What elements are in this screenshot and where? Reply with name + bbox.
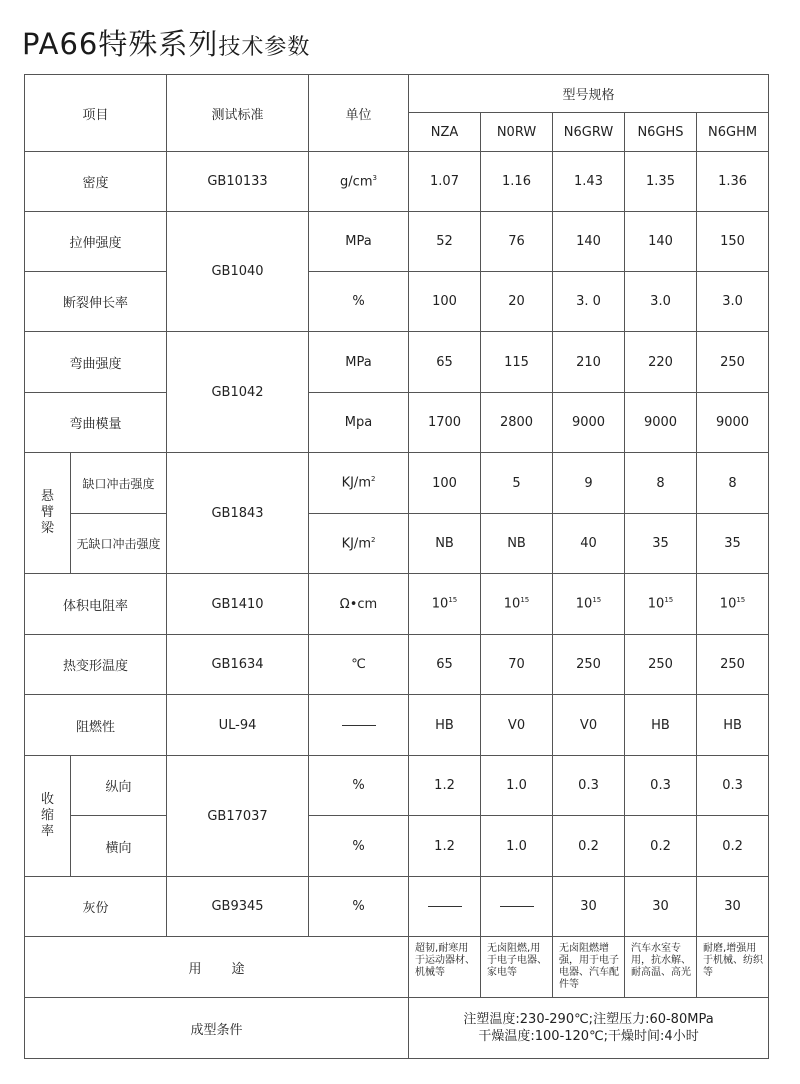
table-row xyxy=(25,272,769,332)
table-row xyxy=(25,635,769,695)
table-row xyxy=(25,937,769,998)
cell-value: 1.2 xyxy=(409,816,481,877)
row-unit: % xyxy=(309,756,409,816)
row-label: 纵向 xyxy=(71,756,167,816)
row-unit: MPa xyxy=(309,332,409,393)
row-label: 弯曲强度 xyxy=(25,332,167,393)
row-unit: ℃ xyxy=(309,635,409,695)
cell-value: 250 xyxy=(697,635,769,695)
cell-value: NB xyxy=(481,514,553,574)
cell-value: 30 xyxy=(697,877,769,937)
molding-conditions xyxy=(409,998,769,1059)
cell-value: 35 xyxy=(625,514,697,574)
row-standard: UL-94 xyxy=(167,695,309,756)
title-main: PA66特殊系列 xyxy=(22,27,219,61)
header-standard: 测试标准 xyxy=(167,75,309,152)
row-unit: % xyxy=(309,877,409,937)
cell-value: 9000 xyxy=(553,393,625,453)
group-label-shrinkage: 收缩率 xyxy=(25,756,71,877)
row-label: 阻燃性 xyxy=(25,695,167,756)
cell-value: 0.2 xyxy=(553,816,625,877)
model-name: N0RW xyxy=(481,113,553,152)
row-standard: GB1843 xyxy=(167,453,309,574)
cell-value: V0 xyxy=(553,695,625,756)
table-row xyxy=(25,152,769,212)
cell-value: 210 xyxy=(553,332,625,393)
cell-value: 30 xyxy=(553,877,625,937)
cell-value: 1.2 xyxy=(409,756,481,816)
cell-value: 1.43 xyxy=(553,152,625,212)
row-label: 横向 xyxy=(71,816,167,877)
dash-mark xyxy=(500,906,534,907)
usage-text: 无卤阻燃增强，用于电子电器、汽车配件等 xyxy=(553,937,625,998)
cell-value: 5 xyxy=(481,453,553,514)
row-label: 密度 xyxy=(25,152,167,212)
cell-value: 100 xyxy=(409,453,481,514)
title-sub: 技术参数 xyxy=(218,35,311,60)
header-unit: 单位 xyxy=(309,75,409,152)
row-label: 缺口冲击强度 xyxy=(71,453,167,514)
dash-mark xyxy=(428,906,462,907)
header-models-group: 型号规格 xyxy=(409,75,769,113)
cell-value: NB xyxy=(409,514,481,574)
cell-value: $10^{15}$ xyxy=(625,574,697,635)
row-standard: GB10133 xyxy=(167,152,309,212)
row-label: 弯曲模量 xyxy=(25,393,167,453)
model-name: N6GHS xyxy=(625,113,697,152)
model-name: N6GHM xyxy=(697,113,769,152)
usage-text: 超韧,耐寒用于运动器材、机械等 xyxy=(409,937,481,998)
cell-value: 1.0 xyxy=(481,756,553,816)
table-row xyxy=(25,332,769,393)
cell-value: 1.35 xyxy=(625,152,697,212)
row-label: 热变形温度 xyxy=(25,635,167,695)
cell-value: 40 xyxy=(553,514,625,574)
row-unit: Mpa xyxy=(309,393,409,453)
cell-value: 3. 0 xyxy=(553,272,625,332)
table-row xyxy=(25,877,769,937)
cell-value: HB xyxy=(409,695,481,756)
cell-value: 1.0 xyxy=(481,816,553,877)
cell-value: 9 xyxy=(553,453,625,514)
model-name: N6GRW xyxy=(553,113,625,152)
cell-value: 65 xyxy=(409,635,481,695)
cell-value: 0.2 xyxy=(697,816,769,877)
row-label: 成型条件 xyxy=(25,998,409,1059)
row-label: 用途 xyxy=(25,937,409,998)
usage-text: 耐磨,增强用于机械、纺织等 xyxy=(697,937,769,998)
cell-value: $10^{15}$ xyxy=(697,574,769,635)
cell-value: 140 xyxy=(625,212,697,272)
row-unit xyxy=(309,695,409,756)
cell-value: 0.3 xyxy=(553,756,625,816)
cell-value: 70 xyxy=(481,635,553,695)
table-row xyxy=(25,574,769,635)
molding-line: 注塑温度:230-290℃;注塑压力:60-80MPa xyxy=(463,1012,714,1027)
row-label: 体积电阻率 xyxy=(25,574,167,635)
row-label: 灰份 xyxy=(25,877,167,937)
cell-value: 250 xyxy=(697,332,769,393)
cell-value: 1.36 xyxy=(697,152,769,212)
cell-value: 140 xyxy=(553,212,625,272)
cell-value: 30 xyxy=(625,877,697,937)
table-row xyxy=(25,212,769,272)
cell-value: 35 xyxy=(697,514,769,574)
table-row xyxy=(25,695,769,756)
cell-value xyxy=(409,877,481,937)
table-row xyxy=(25,816,769,877)
cell-value: 9000 xyxy=(625,393,697,453)
row-label: 无缺口冲击强度 xyxy=(71,514,167,574)
cell-value xyxy=(481,877,553,937)
dash-mark xyxy=(342,725,376,726)
header-item: 项目 xyxy=(25,75,167,152)
cell-value: 52 xyxy=(409,212,481,272)
cell-value: HB xyxy=(625,695,697,756)
row-standard: GB17037 xyxy=(167,756,309,877)
cell-value: 250 xyxy=(553,635,625,695)
cell-value: 1700 xyxy=(409,393,481,453)
row-label: 拉伸强度 xyxy=(25,212,167,272)
table-row xyxy=(25,514,769,574)
row-unit: $KJ/m^2$ xyxy=(309,514,409,574)
row-standard: GB1634 xyxy=(167,635,309,695)
table-row xyxy=(25,393,769,453)
usage-text: 汽车水室专用，抗水解、耐高温、高光 xyxy=(625,937,697,998)
row-label: 断裂伸长率 xyxy=(25,272,167,332)
row-unit: MPa xyxy=(309,212,409,272)
usage-text: 无卤阻燃,用于电子电器、家电等 xyxy=(481,937,553,998)
cell-value: 0.2 xyxy=(625,816,697,877)
row-standard: GB1410 xyxy=(167,574,309,635)
cell-value: 1.16 xyxy=(481,152,553,212)
cell-value: 250 xyxy=(625,635,697,695)
table-row xyxy=(25,756,769,816)
table-row xyxy=(25,453,769,514)
cell-value: V0 xyxy=(481,695,553,756)
table-row xyxy=(25,998,769,1059)
row-unit: Ω•cm xyxy=(309,574,409,635)
row-unit: % xyxy=(309,272,409,332)
cell-value: $10^{15}$ xyxy=(553,574,625,635)
cell-value: 100 xyxy=(409,272,481,332)
cell-value: HB xyxy=(697,695,769,756)
cell-value: 0.3 xyxy=(697,756,769,816)
page-title xyxy=(22,22,310,63)
cell-value: 8 xyxy=(625,453,697,514)
cell-value: 20 xyxy=(481,272,553,332)
cell-value: 0.3 xyxy=(625,756,697,816)
cell-value: 3.0 xyxy=(697,272,769,332)
spec-table xyxy=(24,74,769,1059)
group-label-cantilever: 悬臂梁 xyxy=(25,453,71,574)
cell-value: 8 xyxy=(697,453,769,514)
molding-line: 干燥温度:100-120℃;干燥时间:4小时 xyxy=(478,1029,699,1044)
row-unit: $g/cm^3$ xyxy=(309,152,409,212)
model-name: NZA xyxy=(409,113,481,152)
row-unit: $KJ/m^2$ xyxy=(309,453,409,514)
cell-value: 3.0 xyxy=(625,272,697,332)
cell-value: $10^{15}$ xyxy=(409,574,481,635)
cell-value: 220 xyxy=(625,332,697,393)
cell-value: 2800 xyxy=(481,393,553,453)
row-unit: % xyxy=(309,816,409,877)
cell-value: 1.07 xyxy=(409,152,481,212)
cell-value: 9000 xyxy=(697,393,769,453)
cell-value: 65 xyxy=(409,332,481,393)
cell-value: 115 xyxy=(481,332,553,393)
row-standard: GB1040 xyxy=(167,212,309,332)
row-standard: GB9345 xyxy=(167,877,309,937)
cell-value: 76 xyxy=(481,212,553,272)
row-standard: GB1042 xyxy=(167,332,309,453)
cell-value: $10^{15}$ xyxy=(481,574,553,635)
cell-value: 150 xyxy=(697,212,769,272)
